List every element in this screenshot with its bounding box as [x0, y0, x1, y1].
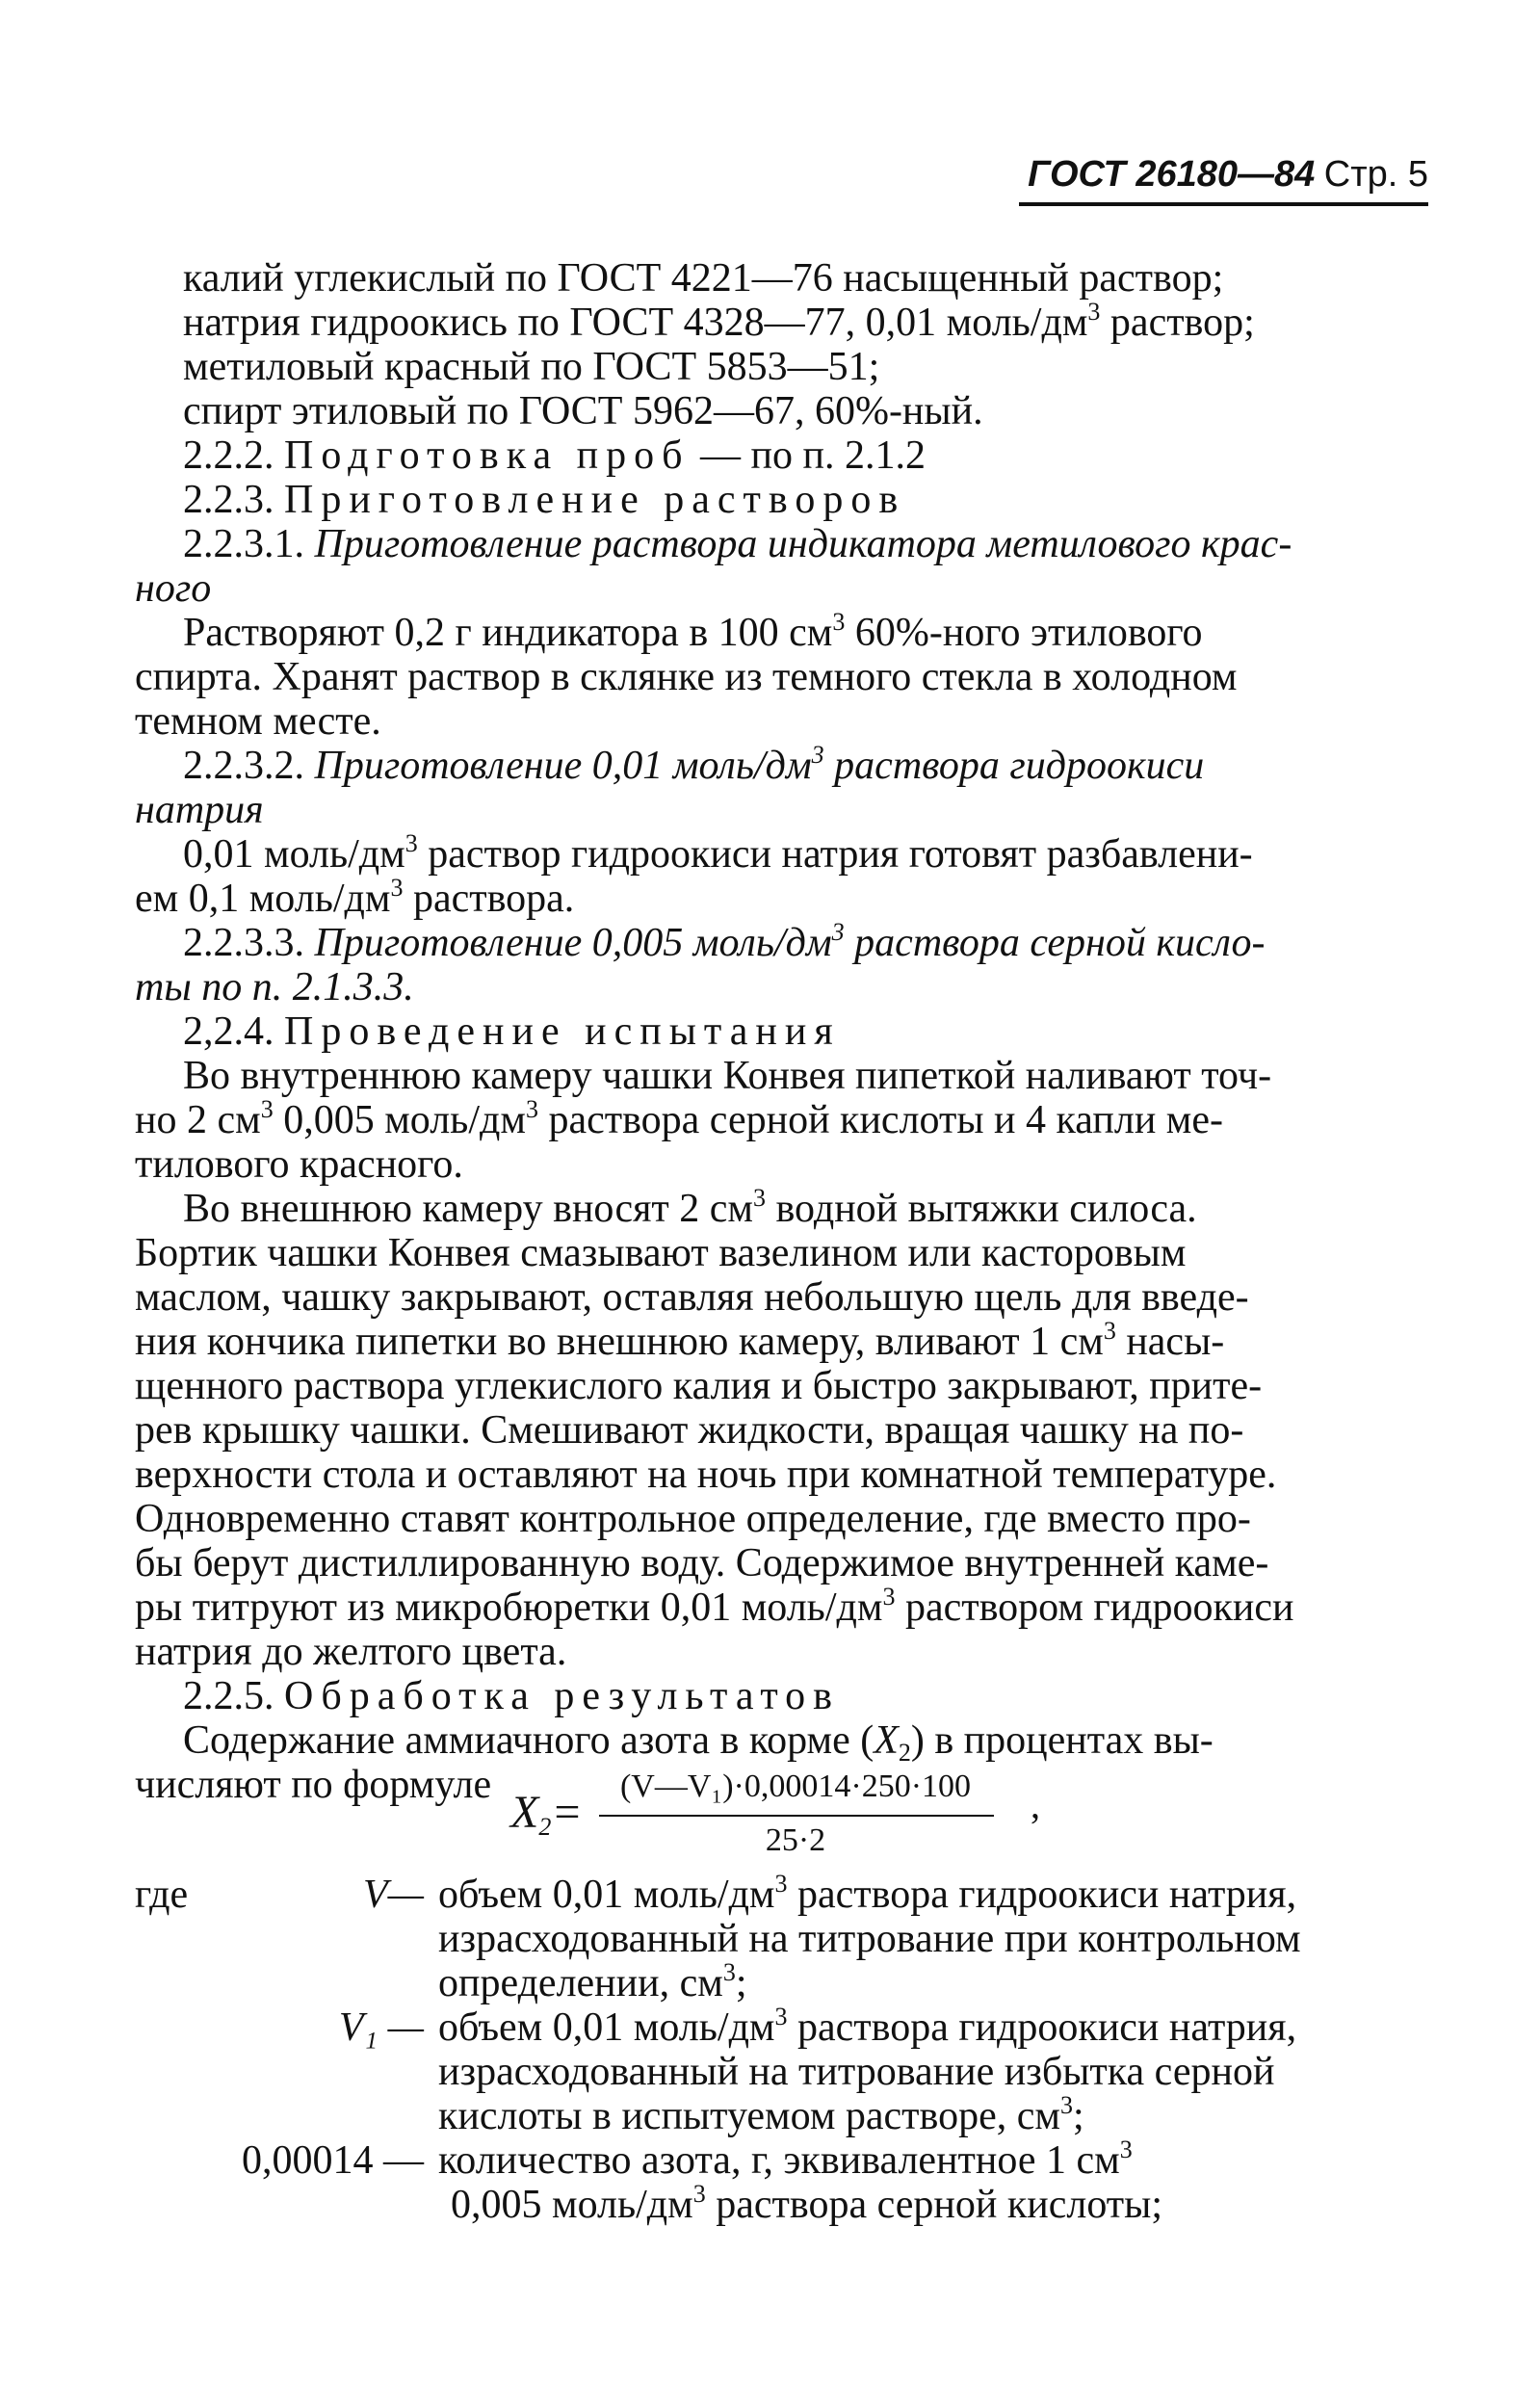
standard-code: ГОСТ 26180—84 [1028, 154, 1316, 195]
def-text: израсходованный на титрование при контрольном [438, 1917, 1301, 1961]
def-text: израсходованный на титрование избытка серной [438, 2050, 1275, 2094]
formula-denominator: 25·2 [765, 1822, 826, 1858]
section-heading: 2.2.2. Подготовка проб — по п. 2.1.2 [183, 433, 926, 478]
fraction-bar [599, 1815, 994, 1817]
text-line: маслом, чашку закрывают, оставляя небольшую щель для введе- [135, 1275, 1249, 1320]
formula-comma: , [1031, 1783, 1040, 1826]
text-line: Растворяют 0,2 г индикатора в 100 $см^3$ 60%-ного этилового [183, 608, 1203, 655]
text-line: натрия до желтого цвета. [135, 1630, 567, 1674]
subsection-heading: 2.2.3.3. Приготовление 0,005 моль/$дм^3$ раствора серной кисло- [183, 918, 1266, 965]
formula-lhs: $X_2=$ [510, 1787, 583, 1841]
def-symbol: V— [363, 1873, 424, 1917]
page-number: Стр. 5 [1323, 154, 1428, 195]
text-line: Бортик чашки Конвея смазывают вазелином или касторовым [135, 1231, 1187, 1275]
def-text: объем 0,01 моль/$дм^3$ раствора гидроокиси натрия, [438, 2003, 1297, 2050]
subsection-heading-cont: ты по п. 2.1.3.3. [135, 965, 414, 1009]
text-line: Содержание аммиачного азота в корме $(X_2)$ в процентах вы- [183, 1718, 1214, 1767]
header-rule [1019, 202, 1428, 206]
def-text: количество азота, г, эквивалентное 1 $см^3$ [438, 2135, 1133, 2183]
text-line: рев крышку чашки. Смешивают жидкости, вращая чашку на по- [135, 1408, 1244, 1453]
where-label: где [135, 1873, 189, 1917]
text-line: ем 0,1 моль/$дм^3$ раствора. [135, 874, 575, 921]
text-line: Одновременно ставят контрольное определение, где вместо про- [135, 1497, 1251, 1541]
section-heading: 2.2.5. Обработка результатов [183, 1674, 841, 1718]
page-header [1019, 152, 1428, 196]
section-heading: 2.2.3. Приготовление растворов [183, 478, 906, 522]
text-line: натрия гидроокись по ГОСТ 4328—77, 0,01 моль/$дм^3$ раствор; [183, 298, 1255, 345]
section-heading: 2,2.4. Проведение испытания [183, 1009, 841, 1054]
text-line: метиловый красный по ГОСТ 5853—51; [183, 345, 880, 389]
text-line: ры титруют из микробюретки 0,01 моль/$дм^3$ раствором гидроокиси [135, 1583, 1294, 1630]
def-text: кислоты в испытуемом растворе, $см^3$; [438, 2091, 1084, 2138]
text-line: бы берут дистиллированную воду. Содержимое внутренней каме- [135, 1541, 1269, 1585]
def-text: 0,005 моль/$дм^3$ раствора серной кислоты; [451, 2180, 1163, 2227]
text-line: Во внутреннюю камеру чашки Конвея пипеткой наливают точ- [183, 1054, 1272, 1098]
text-line: спирта. Хранят раствор в склянке из темного стекла в холодном [135, 655, 1238, 699]
text-line: Во внешнюю камеру вносят 2 $см^3$ водной вытяжки силоса. [183, 1184, 1197, 1231]
subsection-heading-cont: ного [135, 566, 212, 611]
subsection-heading: 2.2.3.2. Приготовление 0,01 моль/$дм^3$ раствора гидроокиси [183, 741, 1205, 788]
text-line: но 2 $см^3$ 0,005 моль/$дм^3$ раствора серной кислоты и 4 капли ме- [135, 1095, 1223, 1142]
def-text: определении, $см^3$; [438, 1958, 747, 2005]
subsection-heading-cont: натрия [135, 788, 264, 832]
text-line: числяют по формуле [135, 1763, 492, 1807]
def-symbol: 0,00014 — [242, 2138, 424, 2183]
text-line: верхности стола и оставляют на ночь при комнатной температуре. [135, 1453, 1277, 1497]
formula-numerator: (V—V₁)·0,00014·250·100 [619, 1768, 972, 1804]
def-text: объем 0,01 моль/$дм^3$ раствора гидроокиси натрия, [438, 1870, 1297, 1917]
text-line: тилового красного. [135, 1142, 463, 1187]
text-line: щенного раствора углекислого калия и быстро закрывают, прите- [135, 1364, 1263, 1408]
text-line: 0,01 моль/$дм^3$ раствор гидроокиси натрия готовят разбавлени- [183, 829, 1253, 877]
text-line: спирт этиловый по ГОСТ 5962—67, 60%-ный. [183, 389, 983, 433]
text-line: калий углекислый по ГОСТ 4221—76 насыщенный раствор; [183, 256, 1224, 301]
text-line: темном месте. [135, 699, 381, 744]
def-symbol: V₁ — [338, 2005, 424, 2050]
formula [510, 1768, 1079, 1865]
subsection-heading: 2.2.3.1. Приготовление раствора индикатора метилового крас- [183, 522, 1292, 566]
text-line: ния кончика пипетки во внешнюю камеру, вливают 1 $см^3$ насы- [135, 1317, 1225, 1364]
